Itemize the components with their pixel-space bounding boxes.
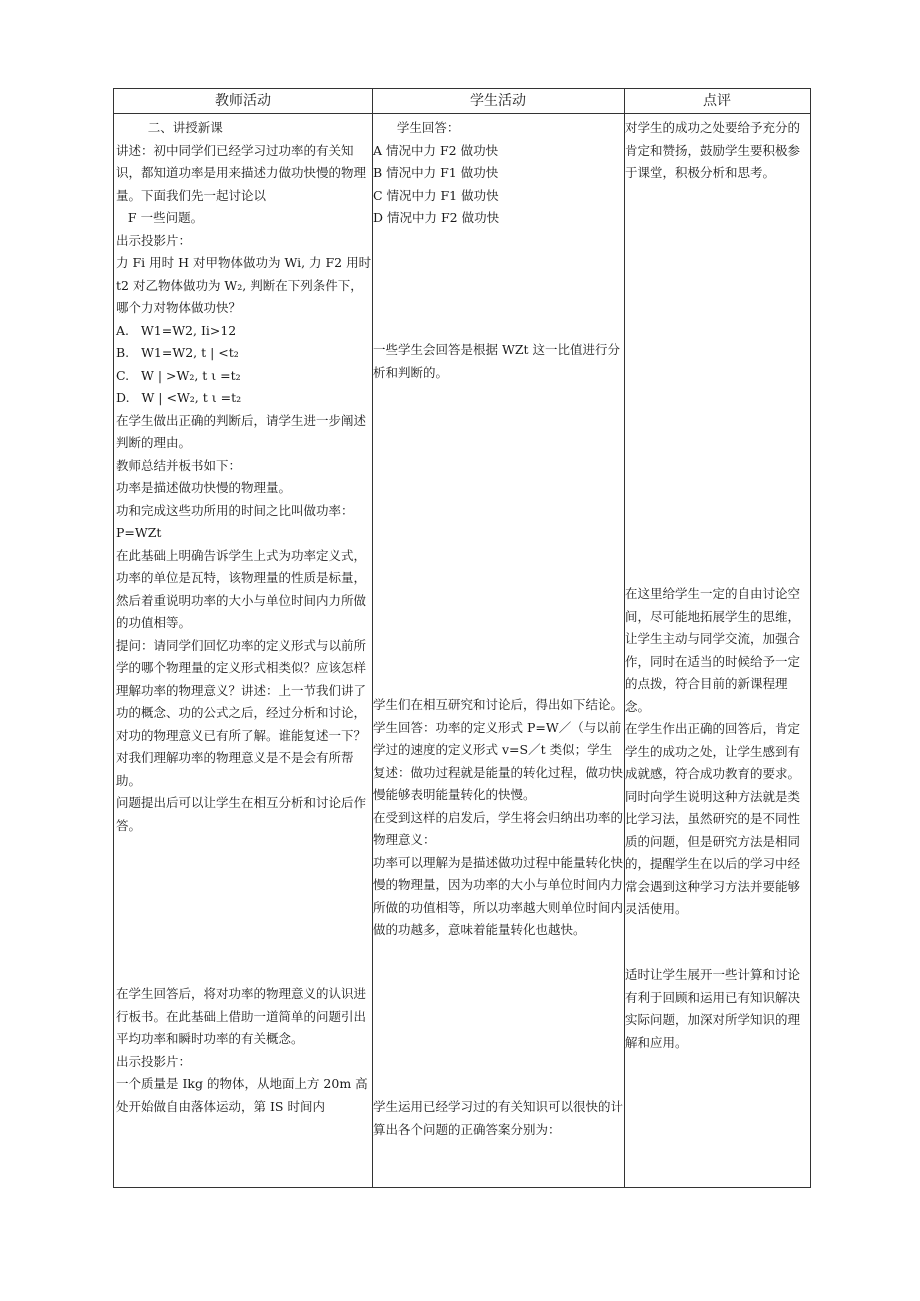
- teacher-text: F 一些问题。: [116, 210, 204, 225]
- teacher-text: 一个质量是 Ikg 的物体，从地面上方 20m 高处开始做自由落体运动，第 IS 时间内: [116, 1076, 368, 1114]
- teacher-text: 出示投影片：: [116, 232, 192, 248]
- student-text: A 情况中力 F2 做功快: [373, 142, 499, 158]
- teacher-text: 提问：请同学们回忆功率的定义形式与以前所学的哪个物理量的定义形式相类似？应该怎样理解功率的物理意义？讲述：上一节我们讲了功的概念、功的公式之后，经过分析和讨论，对功的物理意义已有所了解。谁能复述一下？对我们理解功率的物理意义是不是会有所帮助。: [116, 637, 367, 788]
- formula: P=WZt: [116, 525, 162, 540]
- teacher-text: 在学生做出正确的判断后，请学生进一步阐述判断的理由。: [116, 412, 367, 450]
- option-d: D. W | <W₂, t ι =t₂: [116, 390, 242, 405]
- student-text: B 情况中力 F1 做功快: [373, 165, 499, 180]
- header-comment: 点评: [703, 93, 731, 109]
- header-divider: [114, 113, 810, 114]
- teacher-text: 在学生回答后，将对功率的物理意义的认识进行板书。在此基础上借助一道简单的问题引出平均功率和瞬时功率的有关概念。: [116, 986, 367, 1046]
- comment-column-mid: [625, 583, 810, 921]
- comment-text: 在学生作出正确的回答后，肯定学生的成功之处，让学生感到有成就感，符合成功教育的要求。同时向学生说明这种方法就是类比学习法，虽然研究的是不同性质的问题，但是研究方法是相同的，提醒学生在以后的学习中经常会遇到这种学习方法并要能够灵活使用。: [625, 721, 801, 916]
- lesson-table: [113, 88, 811, 1188]
- student-column-bottom: [373, 1096, 623, 1141]
- teacher-text: 问题提出后可以让学生在相互分析和讨论后作答。: [116, 795, 367, 833]
- student-column: [373, 117, 623, 230]
- teacher-text: 在此基础上明确告诉学生上式为功率定义式，功率的单位是瓦特，该物理量的性质是标量，然后着重说明功率的大小与单位时间内力所做的功值相等。: [116, 547, 367, 630]
- teacher-text: 功和完成这些功所用的时间之比叫做功率：: [116, 502, 354, 518]
- student-text: D 情况中力 F2 做功快: [373, 210, 500, 225]
- teacher-text: 教师总结并板书如下：: [116, 457, 242, 473]
- teacher-column: [116, 117, 376, 837]
- option-c: C. W | >W₂, t ι =t₂: [116, 367, 241, 383]
- student-column-mid: [373, 339, 623, 384]
- comment-text: 适时让学生展开一些计算和讨论有利于回顾和运用已有知识解决实际问题，加深对所学知识的理解和应用。: [625, 967, 801, 1050]
- teacher-text: 力 Fi 用时 H 对甲物体做功为 Wi, 力 F2 用时 t2 对乙物体做功为 W₂, 判断在下列条件下，哪个力对物体做功快？: [116, 255, 376, 315]
- student-text: 学生们在相互研究和讨论后，得出如下结论。学生回答：功率的定义形式 P=W／（与以前学过的速度的定义形式 v=S／t 类似；学生复述：做功过程就是能量的转化过程，做功快慢能够表明能量转化的快慢。: [373, 697, 624, 802]
- student-text: 功率可以理解为是描述做功过程中能量转化快慢的物理量，因为功率的大小与单位时间内力所做的功值相等，所以功率越大则单位时间内做的功越多，意味着能量转化也越快。: [373, 854, 624, 937]
- teacher-column-lower: [116, 983, 372, 1118]
- teacher-text: 讲述：初中同学们已经学习过功率的有关知识，都知道功率是用来描述力做功快慢的物理量。下面我们先一起讨论以: [116, 142, 367, 203]
- comment-column-lower: [625, 964, 810, 1054]
- student-text: 学生运用已经学习过的有关知识可以很快的计算出各个问题的正确答案分别为：: [373, 1099, 624, 1137]
- header-student: 学生活动: [470, 93, 526, 109]
- column-divider: [372, 89, 373, 1187]
- student-column-lower: [373, 694, 623, 942]
- comment-text: 在这里给学生一定的自由讨论空间，尽可能地拓展学生的思维，让学生主动与同学交流，加强合作，同时在适当的时候给予一定的点拨，符合目前的新课程理念。: [625, 586, 801, 714]
- comment-text: 对学生的成功之处要给予充分的肯定和赞扬，鼓励学生要积极参于课堂，积极分析和思考。: [625, 120, 801, 180]
- option-a: A. W1=W2, Ii>12: [116, 322, 237, 338]
- student-text: 一些学生会回答是根据 WZt 这一比值进行分析和判断的。: [373, 342, 621, 380]
- student-text: C 情况中力 F1 做功快: [373, 187, 499, 203]
- option-b: B. W1=W2, t | <t₂: [116, 345, 239, 360]
- section-heading: 二、讲授新课: [116, 120, 223, 135]
- student-text: 在受到这样的启发后，学生将会归纳出功率的物理意义：: [373, 809, 624, 847]
- header-teacher: 教师活动: [215, 93, 271, 109]
- student-text: 学生回答：: [373, 120, 460, 135]
- teacher-text: 出示投影片：: [116, 1053, 192, 1069]
- comment-column: [625, 117, 810, 185]
- teacher-text: 功率是描述做功快慢的物理量。: [116, 480, 292, 495]
